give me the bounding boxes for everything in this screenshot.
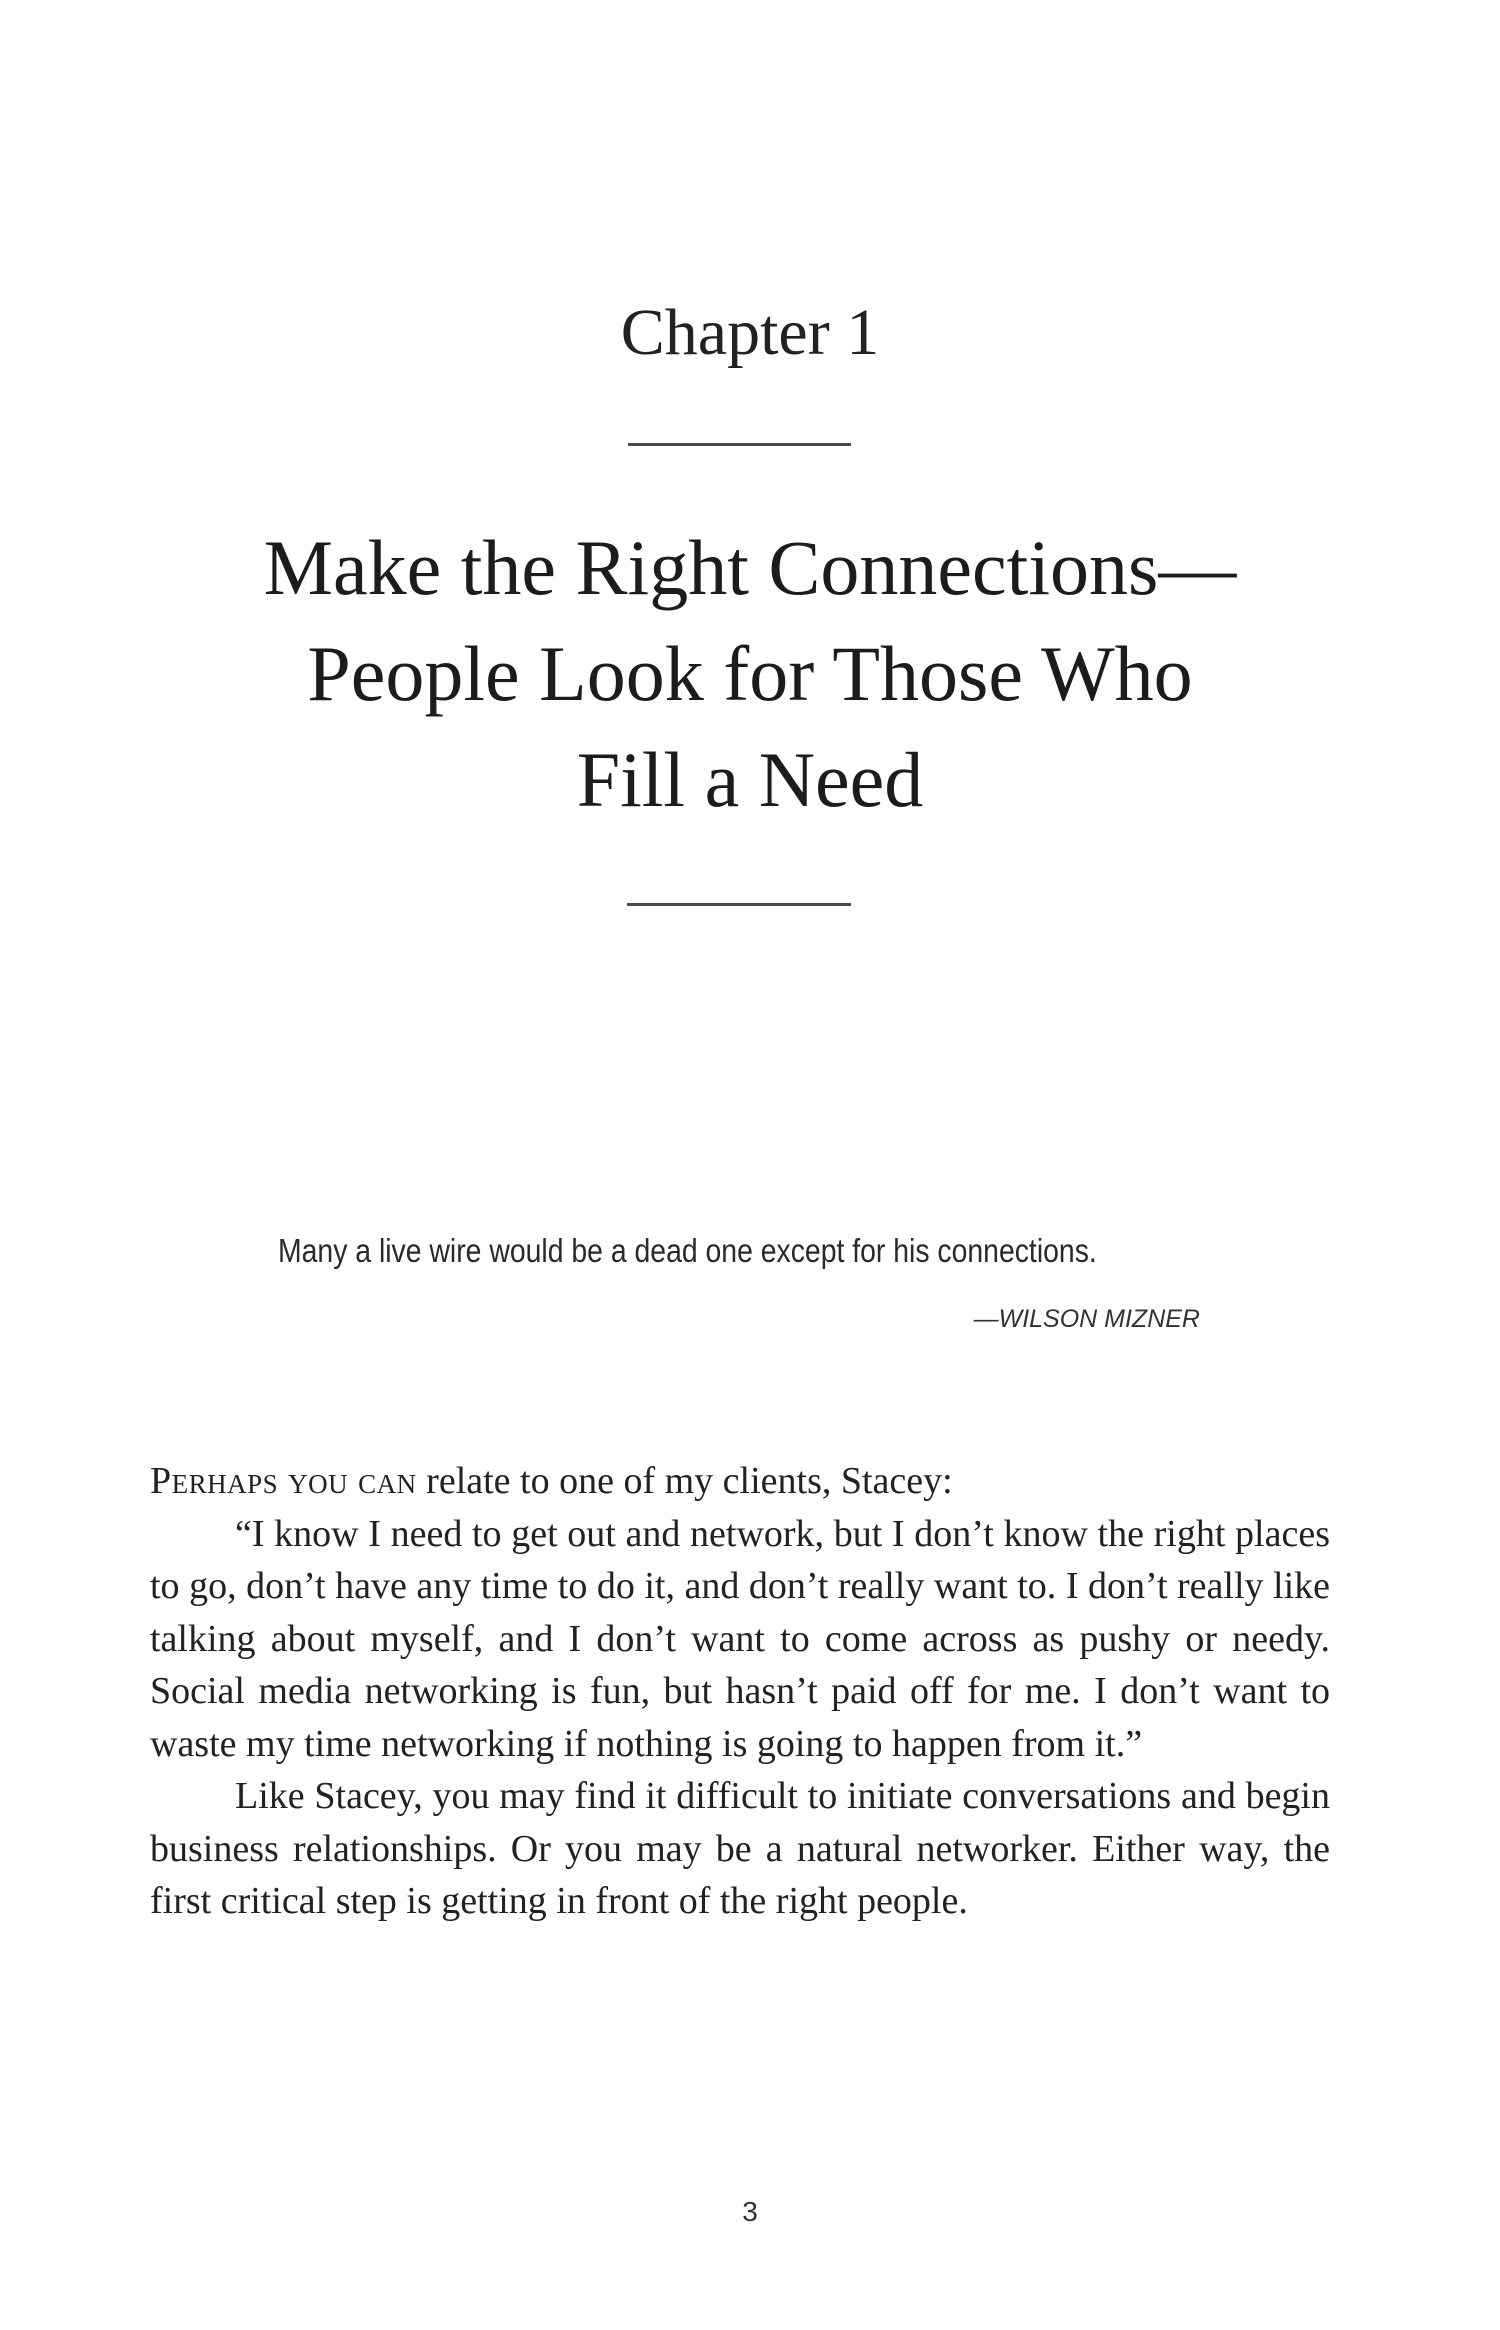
paragraph-1-text: relate to one of my clients, Stacey: [416,1460,953,1502]
chapter-label: Chapter 1 [620,296,880,369]
paragraph-2: “I know I need to get out and network, but I don’t know the right places to go, don’t have any time to do it, and don’t really want to. I don’t really like talking about myself, and I don’t want to come across as pushy or needy. Social media networking is fun, but hasn’t paid off for me. I don’t want to waste my time networking if nothing is going to happen from it.” [150,1512,1330,1765]
divider-top [628,443,851,446]
body-text [150,1455,1330,1928]
epigraph-quote: Many a live wire would be a dead one except for his connections. [278,1232,1097,1269]
paragraph-1-lead: Perhaps you can [150,1460,417,1502]
chapter-title [150,515,1350,833]
paragraph-1 [150,1455,1330,1508]
epigraph-attribution: —WILSON MIZNER [973,1305,1200,1333]
chapter-title-line-2: People Look for Those Who [307,630,1193,717]
divider-bottom [627,903,851,906]
page-number: 3 [742,2196,758,2227]
chapter-title-line-3: Fill a Need [576,736,924,823]
chapter-title-line-1: Make the Right Connections— [263,524,1237,611]
paragraph-3: Like Stacey, you may find it difficult to initiate conversations and begin business relationships. Or you may be a natural networker. Either way, the first critical step is getting in front of the right people. [150,1775,1330,1922]
